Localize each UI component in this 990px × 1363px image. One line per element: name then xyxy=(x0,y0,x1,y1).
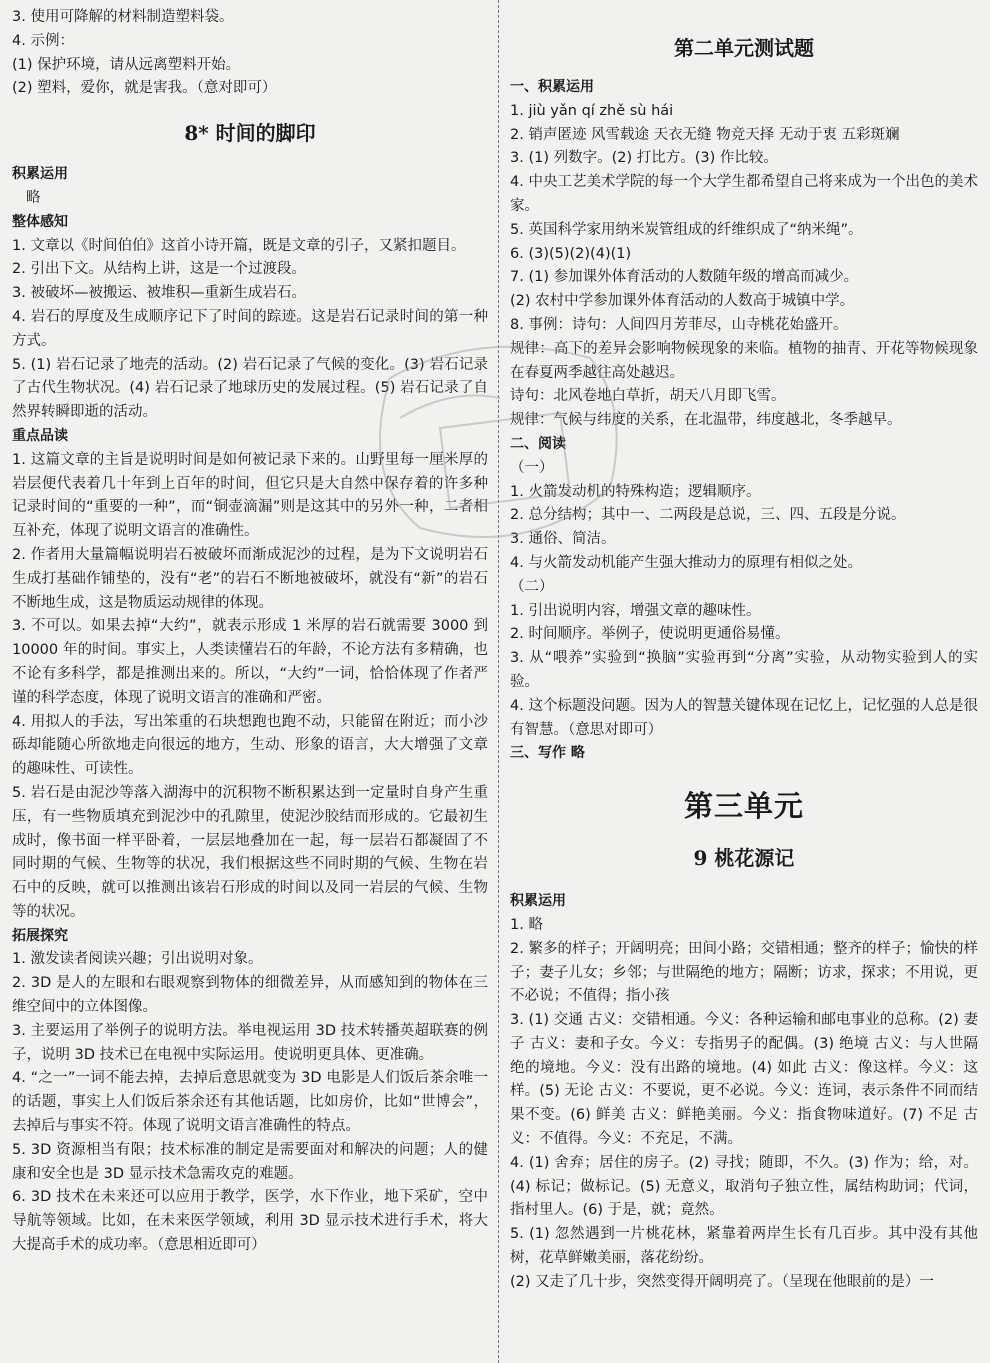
answer-line: 3. 使用可降解的材料制造塑料袋。 xyxy=(12,9,234,25)
answer-item: 2. 作者用大量篇幅说明岩石被破坏而渐成泥沙的过程，是为下文说明岩石生成打基础作铺垫的，没有“老”的岩石不断地被破坏，就没有“新”的岩石不断地生成，这是物质运动规律的体现。 xyxy=(12,546,488,611)
answer-item: 4. “之一”一词不能去掉，去掉后意思就变为 3D 电影是人们饭后茶余唯一的话题，事实上人们饭后茶余还有其他话题，比如房价，比如“世博会”，去掉后与事实不符。体现了说明文语言准确性的特点。 xyxy=(12,1070,488,1135)
answer-item: 3. 从“喂养”实验到“换脑”实验再到“分离”实验，从动物实验到人的实验。 xyxy=(510,650,978,690)
answer-item: 规律：高下的差异会影响物候现象的来临。植物的抽青、开花等物候现象在春夏两季越往高处越迟。 xyxy=(510,340,978,381)
answer-item: 4. 用拟人的手法，写出笨重的石块想跑也跑不动，只能留在附近；而小沙砾却能随心所欲地走向很远的地方，生动、形象的语言，大大增强了文章的趣味性、可读性。 xyxy=(12,713,488,778)
section-heading-zhongdian: 重点品读 xyxy=(12,427,68,444)
lesson-8-title: 8* 时间的脚印 xyxy=(184,121,316,146)
answer-item: 3. 被破坏—被搬运、被堆积—重新生成岩石。 xyxy=(12,285,306,302)
answer-item: 1. 文章以《时间伯伯》这首小诗开篇，既是文章的引子，又紧扣题目。 xyxy=(12,237,466,254)
left-column xyxy=(12,6,488,1258)
answer-item: 4. 中央工艺美术学院的每一个大学生都希望自己将来成为一个出色的美术家。 xyxy=(510,174,978,214)
right-column xyxy=(510,34,978,1295)
column-divider xyxy=(498,0,500,1363)
subsection-label: （二） xyxy=(510,578,554,595)
answer-item: 3. 不可以。如果去掉“大约”，就表示形成 1 米厚的岩石就需要 3000 到 10000 年的时间。事实上，人类读懂岩石的年龄，不论方法有多精确，也不论有多科学，都是推测出来的。所以，“大约”一词，恰恰体现了作者严谨的科学态度，体现了说明文语言的准确和严密。 xyxy=(12,618,488,706)
unit-2-test-title: 第二单元测试题 xyxy=(674,36,814,60)
answer-item: 1. 引出说明内容，增强文章的趣味性。 xyxy=(510,602,761,619)
answer-item: 5. 英国科学家用纳米炭管组成的纤维织成了“纳米绳”。 xyxy=(510,221,863,238)
section-heading-two: 二、阅读 xyxy=(510,435,566,452)
answer-item: 6. 3D 技术在未来还可以应用于教学，医学，水下作业，地下采矿，空中导航等领域。比如，在未来医学领域，利用 3D 显示技术进行手术，将大大提高手术的成功率。（意思相近即可） xyxy=(12,1189,488,1254)
answer-item: 5. 岩石是由泥沙等落入湖海中的沉积物不断积累达到一定量时自身产生重压，有一些物质填充到泥沙中的孔隙里，使泥沙胶结而形成的。它最初生成时，像书面一样平卧着，一层层地叠加在一起，每一层岩石都凝固了不同时期的气候、生物等的状况，我们根据这些不同时期的气候、生物在岩石中的反映，就可以推测出该岩石形成的时间以及同一岩层的气候、生物等的状况。 xyxy=(12,784,488,920)
answer-item: 2. 3D 是人的左眼和右眼观察到物体的细微差异，从而感知到的物体在三维空间中的立体图像。 xyxy=(12,975,488,1016)
answer-item: 2. 总分结构；其中一、二两段是总说，三、四、五段是分说。 xyxy=(510,507,906,524)
subsection-label: （一） xyxy=(510,459,554,476)
answer-item: (2) 又走了几十步，突然变得开阔明亮了。（呈现在他眼前的是）一 xyxy=(510,1273,934,1290)
lesson-9-title: 9 桃花源记 xyxy=(693,846,795,871)
answer-line: 略 xyxy=(26,189,41,206)
answer-item: 3. 主要运用了举例子的说明方法。举电视运用 3D 技术转播英超联赛的例子，说明 3D 技术已在电视中实际运用。使说明更具体、更准确。 xyxy=(12,1022,488,1063)
answer-line: (2) 塑料，爱你，就是害我。（意对即可） xyxy=(12,80,277,97)
answer-item: 1. 这篇文章的主旨是说明时间是如何被记录下来的。山野里每一厘米厚的岩层便代表着几十年到上百年的时间，但它只是大自然中保存着的许多种记录时间的“重要的一种”，而“铜壶滴漏”则是这其中的另外一种，二者相互补充，体现了说明文语言的准确性。 xyxy=(12,451,488,540)
answer-line: 4. 示例： xyxy=(12,32,74,49)
answer-item: 3. (1) 列数字。(2) 打比方。(3) 作比较。 xyxy=(510,150,778,167)
answer-line: (1) 保护环境，请从远离塑料开始。 xyxy=(12,56,241,73)
section-heading-jilei: 积累运用 xyxy=(510,893,566,910)
answer-item: 7. (1) 参加课外体育活动的人数随年级的增高而减少。 xyxy=(510,269,859,286)
answer-item: 2. 引出下文。从结构上讲，这是一个过渡段。 xyxy=(12,261,306,278)
answer-item: 4. 与火箭发动机能产生强大推动力的原理有相似之处。 xyxy=(510,554,862,571)
answer-item: 6. (3)(5)(2)(4)(1) xyxy=(510,245,632,262)
answer-item: 3. 通俗、简洁。 xyxy=(510,531,616,548)
answer-item: (2) 农村中学参加课外体育活动的人数高于城镇中学。 xyxy=(510,293,855,310)
answer-item: 2. 时间顺序。举例子，使说明更通俗易懂。 xyxy=(510,626,790,643)
section-heading-tuozhan: 拓展探究 xyxy=(12,927,68,944)
section-heading-three: 三、写作 略 xyxy=(510,745,585,762)
answer-item: 规律：气候与纬度的关系，在北温带，纬度越北，冬季越早。 xyxy=(510,412,902,429)
answer-item: 2. 销声匿迹 风雪载途 天衣无缝 物竞天择 无动于衷 五彩斑斓 xyxy=(510,126,900,143)
answer-item: 5. 3D 资源相当有限；技术标准的制定是需要面对和解决的问题；人的健康和安全也是 3D 显示技术急需攻克的难题。 xyxy=(12,1141,488,1182)
section-heading-zhengti: 整体感知 xyxy=(12,213,68,230)
answer-item: 3. (1) 交通 古义：交错相通。今义：各种运输和邮电事业的总称。(2) 妻子 古义：妻和子女。今义：专指男子的配偶。(3) 绝境 古义：与人世隔绝的境地。今义：没有出路的境地。(4) 如此 古义：像这样。今义：这样。(5) 无论 古义：不要说，更不必说。今义：连词，表示条件不同而结果不变。(6) 鲜美 古义：鲜艳美丽。今义：指食物味道好。(7) 不足 古义：不值得。今义：不充足，不满。 xyxy=(510,1012,978,1148)
answer-item: 1. 略 xyxy=(510,916,543,933)
answer-item: 5. (1) 岩石记录了地壳的活动。(2) 岩石记录了气候的变化。(3) 岩石记录了古代生物状况。(4) 岩石记录了地球历史的发展过程。(5) 岩石记录了自然界转瞬即逝的活动。 xyxy=(12,356,488,421)
section-heading-one: 一、积累运用 xyxy=(510,79,594,95)
answer-item: 4. 岩石的厚度及生成顺序记下了时间的踪迹。这是岩石记录时间的第一种方式。 xyxy=(12,308,488,349)
answer-item: 诗句：北风卷地白草折，胡天八月即飞雪。 xyxy=(510,388,786,405)
answer-item: 1. 激发读者阅读兴趣；引出说明对象。 xyxy=(12,951,263,968)
answer-item: 2. 繁多的样子；开阔明亮；田间小路；交错相通；整齐的样子；愉快的样子；妻子儿女；乡邻；与世隔绝的地方；隔断；访求，探求；不用说，更不必说；不值得；指小孩 xyxy=(510,940,978,1005)
answer-item: 1. jiù yǎn qí zhě sù hái xyxy=(510,102,674,119)
section-heading-jilei: 积累运用 xyxy=(12,166,68,183)
unit-3-title: 第三单元 xyxy=(683,789,804,824)
answer-item: 5. (1) 忽然遇到一片桃花林，紧靠着两岸生长有几百步。其中没有其他树，花草鲜嫩美丽，落花纷纷。 xyxy=(510,1226,978,1267)
answer-item: 4. (1) 舍弃；居住的房子。(2) 寻找；随即，不久。(3) 作为；给，对。(4) 标记；做标记。(5) 无意义，取消句子独立性，属结构助词；代词，指村里人。(6) 于是，就；竟然。 xyxy=(510,1154,978,1219)
answer-item: 1. 火箭发动机的特殊构造；逻辑顺序。 xyxy=(510,483,761,500)
answer-item: 8. 事例：诗句：人间四月芳菲尽，山寺桃花始盛开。 xyxy=(510,316,848,333)
answer-item: 4. 这个标题没问题。因为人的智慧关键体现在记忆上，记忆强的人总是很有智慧。（意思对即可） xyxy=(510,697,978,738)
